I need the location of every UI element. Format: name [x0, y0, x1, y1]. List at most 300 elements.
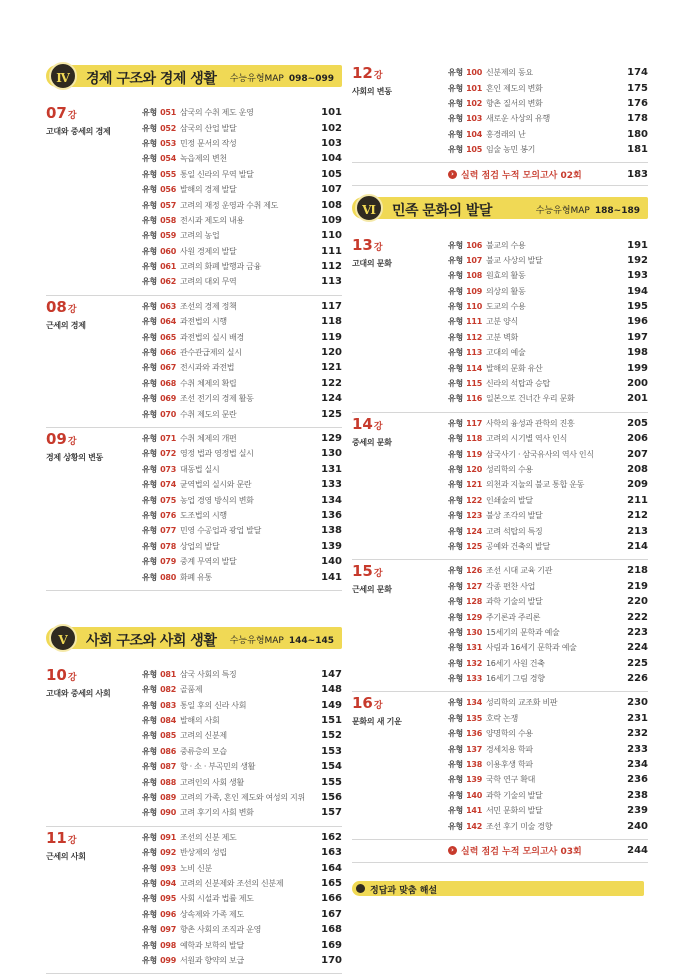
item-tag-label: 유형	[142, 434, 158, 443]
item-tag-label: 유형	[448, 240, 464, 250]
item-title: 노비 신분	[180, 863, 212, 873]
item-tag-label: 유형	[142, 572, 158, 582]
lesson-head	[46, 299, 142, 422]
item-number: 088	[160, 777, 177, 787]
toc-item[interactable]	[142, 360, 342, 375]
item-page: 149	[321, 699, 342, 711]
item-tag	[142, 169, 180, 180]
item-tag-label: 유형	[448, 760, 464, 770]
item-tag-label: 유형	[142, 480, 158, 490]
item-tag-label: 유형	[448, 698, 464, 708]
item-number: 112	[466, 332, 483, 342]
item-tag-label: 유형	[448, 68, 464, 78]
item-title: 과전법의 실시 배경	[180, 332, 244, 342]
item-title: 발해의 경제 발달	[180, 185, 237, 195]
item-tag	[448, 713, 486, 724]
item-title: 불교 사상의 발달	[486, 255, 543, 265]
toc-item[interactable]	[142, 462, 342, 477]
item-title: 과학 기술의 발달	[486, 597, 543, 607]
toc-item[interactable]	[142, 167, 342, 182]
item-tag-label: 유형	[142, 878, 158, 888]
review-row[interactable]	[352, 840, 648, 863]
item-title: 고대의 예술	[486, 348, 526, 358]
item-number: 089	[160, 793, 177, 803]
item-tag-label: 유형	[448, 775, 464, 785]
lesson-suffix: 강	[67, 835, 77, 846]
item-title: 반상제의 성립	[180, 848, 227, 858]
item-number: 055	[160, 169, 177, 179]
lesson-number	[352, 414, 448, 435]
toc-item[interactable]	[142, 105, 342, 120]
toc-item[interactable]	[142, 213, 342, 228]
item-tag	[448, 144, 486, 155]
item-title: 화폐 유통	[180, 572, 212, 582]
item-page: 181	[627, 144, 648, 156]
toc-item[interactable]	[448, 477, 648, 492]
item-title: 전시과와 과전법	[180, 363, 235, 373]
item-page: 129	[321, 433, 342, 444]
toc-item[interactable]	[142, 329, 342, 344]
toc-item[interactable]	[142, 274, 342, 289]
item-tag	[448, 510, 486, 521]
toc-item[interactable]	[142, 830, 342, 845]
chapter-header	[46, 624, 342, 654]
item-page: 209	[627, 479, 648, 491]
toc-item[interactable]	[142, 845, 342, 860]
toc-item[interactable]	[448, 508, 648, 523]
item-page: 199	[627, 362, 648, 374]
toc-item[interactable]	[142, 228, 342, 243]
item-tag	[142, 556, 180, 567]
map-pages: 098~099	[288, 74, 334, 84]
item-page: 226	[627, 673, 648, 685]
toc-item[interactable]	[448, 711, 648, 726]
item-tag	[448, 526, 486, 537]
chapter-title: 민족 문화의 발달	[392, 203, 492, 220]
lesson-head	[46, 830, 142, 969]
lesson-items	[142, 830, 342, 969]
item-tag	[448, 581, 486, 592]
item-number: 108	[466, 271, 483, 281]
item-tag	[142, 362, 180, 373]
item-tag	[142, 684, 180, 695]
item-page: 223	[627, 626, 648, 638]
item-tag-label: 유형	[142, 832, 158, 842]
toc-item[interactable]	[448, 726, 648, 741]
item-number: 067	[160, 363, 177, 373]
item-tag-label: 유형	[448, 729, 464, 739]
lesson-number	[46, 665, 142, 686]
toc-item[interactable]	[448, 314, 648, 329]
item-page: 163	[321, 847, 342, 859]
item-number: 109	[466, 286, 483, 296]
map-label: 수능유형MAP	[229, 635, 284, 646]
toc-item[interactable]	[448, 330, 648, 345]
toc-item[interactable]	[448, 446, 648, 461]
item-tag-label: 유형	[142, 700, 158, 710]
item-title: 신분제의 동요	[486, 68, 533, 78]
item-title: 경세치용 학파	[486, 744, 533, 754]
toc-item[interactable]	[142, 539, 342, 554]
chapter-title: 경제 구조와 경제 생활	[86, 71, 217, 87]
item-tag	[448, 270, 486, 281]
toc-item[interactable]	[448, 96, 648, 111]
item-tag	[142, 200, 180, 211]
lesson-name: 경제 상황의 변동	[46, 452, 103, 462]
item-page: 193	[627, 270, 648, 282]
toc-item[interactable]	[448, 671, 648, 686]
chapter-header	[46, 62, 342, 92]
item-tag	[142, 393, 180, 404]
lesson-head	[352, 237, 448, 406]
item-tag	[448, 363, 486, 374]
toc-item[interactable]	[448, 391, 648, 406]
toc-item[interactable]	[142, 259, 342, 274]
item-tag	[142, 746, 180, 757]
toc-item[interactable]	[448, 609, 648, 624]
item-tag	[142, 777, 180, 788]
toc-item[interactable]	[448, 539, 648, 554]
item-tag-label: 유형	[448, 348, 464, 358]
item-number: 140	[466, 790, 483, 800]
toc-item[interactable]	[142, 523, 342, 538]
toc-item[interactable]	[142, 569, 342, 584]
lesson-num: 13	[352, 236, 373, 255]
item-tag-label: 유형	[448, 379, 464, 389]
toc-item[interactable]	[142, 244, 342, 259]
item-page: 147	[321, 668, 342, 680]
item-tag-label: 유형	[448, 129, 464, 139]
lesson-head	[352, 65, 448, 157]
item-tag	[448, 240, 486, 251]
item-tag	[142, 761, 180, 772]
toc-item[interactable]	[142, 120, 342, 135]
toc-item[interactable]	[142, 477, 342, 492]
item-page: 113	[321, 276, 342, 288]
map-label: 수능유형MAP	[535, 206, 590, 217]
item-tag	[142, 184, 180, 195]
toc-item[interactable]	[448, 360, 648, 375]
toc-item[interactable]	[142, 299, 342, 314]
item-title: 발해의 문화 유산	[486, 363, 543, 373]
lesson-block	[46, 664, 342, 827]
item-tag-label: 유형	[448, 449, 464, 459]
review-row[interactable]	[352, 163, 648, 186]
chapter-map[interactable]	[536, 203, 640, 216]
item-number: 127	[466, 581, 483, 591]
toc-item[interactable]	[448, 376, 648, 391]
toc-item[interactable]	[448, 625, 648, 640]
toc-item[interactable]	[448, 253, 648, 268]
lesson-suffix: 강	[373, 569, 383, 580]
toc-item[interactable]	[448, 299, 648, 314]
item-title: 상업의 발달	[180, 541, 220, 551]
item-number: 065	[160, 332, 177, 342]
item-number: 129	[466, 612, 483, 622]
item-page: 219	[627, 580, 648, 592]
toc-item[interactable]	[142, 492, 342, 507]
item-page: 117	[321, 300, 342, 312]
item-title: 수취 체제의 개편	[180, 434, 237, 443]
lesson-suffix: 강	[67, 111, 77, 121]
item-tag-label: 유형	[142, 108, 158, 118]
item-number: 125	[466, 541, 483, 551]
item-tag	[448, 759, 486, 770]
toc-item[interactable]	[448, 772, 648, 787]
toc-item[interactable]	[142, 314, 342, 329]
item-title: 고려의 가족, 혼인 제도와 여성의 지위	[180, 793, 305, 803]
toc-item[interactable]	[142, 508, 342, 523]
item-tag	[142, 433, 180, 444]
toc-item[interactable]	[448, 431, 648, 446]
toc-item[interactable]	[448, 416, 648, 431]
lesson-items	[142, 299, 342, 422]
item-page: 153	[321, 745, 342, 757]
item-title: 과학 기술의 발달	[486, 790, 543, 800]
item-number: 052	[160, 123, 177, 133]
item-title: 삼국 사회의 특징	[180, 669, 237, 679]
item-number: 061	[160, 262, 177, 272]
toc-item[interactable]	[142, 197, 342, 212]
arrow-icon: ›	[448, 846, 457, 855]
item-page: 211	[627, 494, 648, 506]
toc-item[interactable]	[448, 594, 648, 609]
toc-item[interactable]	[448, 523, 648, 538]
lesson-name: 고대의 문화	[352, 259, 392, 269]
toc-item[interactable]	[448, 563, 648, 578]
item-tag	[142, 541, 180, 552]
toc-item[interactable]	[142, 759, 342, 774]
toc-item[interactable]	[142, 891, 342, 906]
toc-item[interactable]	[448, 493, 648, 508]
item-tag	[448, 347, 486, 358]
item-number: 083	[160, 700, 177, 710]
lesson-block	[352, 413, 648, 561]
item-tag-label: 유형	[448, 271, 464, 281]
lesson-suffix: 강	[373, 71, 383, 81]
item-tag	[448, 565, 486, 576]
toc-item[interactable]	[142, 667, 342, 682]
item-page: 119	[321, 331, 342, 343]
item-number: 078	[160, 541, 177, 551]
item-tag	[448, 728, 486, 739]
toc-item[interactable]	[142, 431, 342, 446]
item-title: 사원 경제의 발달	[180, 246, 237, 256]
toc-item[interactable]	[448, 695, 648, 710]
item-title: 성리학의 교조화 비판	[486, 698, 558, 708]
item-title: 수취 제도의 문란	[180, 409, 237, 419]
item-number: 096	[160, 909, 177, 919]
review-title: 실력 점검 누적 모의고사 03회	[461, 847, 582, 858]
lesson-suffix: 강	[67, 672, 77, 683]
item-title: 조선의 신분 제도	[180, 832, 237, 842]
item-tag	[142, 730, 180, 741]
item-title: 도교의 수용	[486, 302, 526, 312]
item-page: 138	[321, 525, 342, 537]
toc-item[interactable]	[448, 656, 648, 671]
toc-item[interactable]	[448, 268, 648, 283]
item-title: 공예와 건축의 발달	[486, 541, 550, 551]
item-tag	[448, 541, 486, 552]
item-tag-label: 유형	[142, 200, 158, 210]
item-page: 231	[627, 712, 648, 724]
lesson-name: 근세의 사회	[46, 851, 86, 861]
item-tag	[142, 409, 180, 420]
toc-item[interactable]	[142, 805, 342, 820]
lesson-number	[352, 564, 448, 582]
item-page: 197	[627, 331, 648, 343]
item-number: 079	[160, 557, 177, 567]
toc-item[interactable]	[142, 446, 342, 461]
review-page: 244	[627, 845, 648, 857]
item-tag-label: 유형	[448, 98, 464, 108]
item-tag-label: 유형	[142, 154, 158, 164]
toc-item[interactable]	[448, 142, 648, 157]
item-page: 169	[321, 939, 342, 951]
toc-item[interactable]	[142, 937, 342, 952]
item-page: 120	[321, 347, 342, 359]
item-tag	[448, 805, 486, 816]
chapter-map[interactable]	[230, 71, 334, 84]
toc-item[interactable]	[142, 682, 342, 697]
item-tag	[448, 83, 486, 94]
lesson-num: 15	[352, 562, 373, 581]
item-tag-label: 유형	[142, 909, 158, 919]
item-tag-label: 유형	[142, 378, 158, 388]
toc-item[interactable]	[448, 345, 648, 360]
toc-item[interactable]	[142, 922, 342, 937]
toc-item[interactable]	[448, 127, 648, 142]
toc-item[interactable]	[142, 345, 342, 360]
toc-item[interactable]	[142, 953, 342, 968]
answer-banner[interactable]	[352, 881, 644, 896]
toc-item[interactable]	[448, 818, 648, 833]
item-tag-label: 유형	[142, 348, 158, 358]
item-number: 066	[160, 348, 177, 358]
item-tag-label: 유형	[142, 746, 158, 756]
toc-item[interactable]	[448, 111, 648, 126]
item-title: 15세기의 문학과 예술	[486, 627, 560, 637]
toc-item[interactable]	[448, 741, 648, 756]
item-page: 111	[321, 245, 342, 257]
item-tag-label: 유형	[448, 658, 464, 668]
item-tag-label: 유형	[142, 793, 158, 803]
chapter-map[interactable]	[230, 633, 334, 646]
item-title: 의상의 활동	[486, 286, 526, 296]
item-tag-label: 유형	[448, 302, 464, 312]
toc-item[interactable]	[142, 744, 342, 759]
item-page: 109	[321, 214, 342, 226]
toc-item[interactable]	[448, 803, 648, 818]
item-page: 151	[321, 715, 342, 727]
toc-item[interactable]	[142, 790, 342, 805]
item-tag	[448, 464, 486, 475]
toc-item[interactable]	[448, 284, 648, 299]
item-tag-label: 유형	[448, 643, 464, 653]
toc-item[interactable]	[142, 151, 342, 166]
toc-item[interactable]	[448, 788, 648, 803]
toc-item[interactable]	[142, 860, 342, 875]
lesson-num: 14	[352, 414, 373, 433]
toc-item[interactable]	[142, 391, 342, 406]
item-number: 076	[160, 510, 177, 520]
toc-item[interactable]	[142, 698, 342, 713]
item-tag-label: 유형	[448, 418, 464, 428]
item-page: 165	[321, 877, 342, 889]
item-page: 136	[321, 509, 342, 521]
item-page: 234	[627, 759, 648, 771]
review-page: 183	[627, 168, 648, 180]
item-page: 141	[321, 571, 342, 583]
item-page: 224	[627, 642, 648, 654]
item-tag-label: 유형	[142, 464, 158, 474]
item-number: 139	[466, 775, 483, 785]
toc-item[interactable]	[142, 876, 342, 891]
item-tag-label: 유형	[142, 449, 158, 459]
item-number: 135	[466, 713, 483, 723]
item-number: 090	[160, 808, 177, 818]
item-number: 111	[466, 317, 483, 327]
item-title: 각종 편찬 사업	[486, 581, 536, 591]
toc-item[interactable]	[142, 907, 342, 922]
item-page: 103	[321, 137, 342, 149]
item-title: 대동법 실시	[180, 464, 220, 474]
item-page: 122	[321, 377, 342, 389]
toc-item[interactable]	[448, 65, 648, 80]
chapter-section	[46, 624, 342, 974]
item-tag-label: 유형	[448, 286, 464, 296]
lesson-number	[352, 238, 448, 256]
toc-item[interactable]	[142, 554, 342, 569]
item-title: 삼국의 산업 발달	[180, 123, 237, 133]
toc-item[interactable]	[448, 640, 648, 655]
item-number: 138	[466, 760, 483, 770]
item-tag	[448, 113, 486, 124]
lesson-name: 근세의 경제	[46, 320, 86, 330]
item-tag	[142, 230, 180, 241]
item-number: 141	[466, 806, 483, 816]
item-page: 131	[321, 463, 342, 475]
item-title: 균역법의 실시와 문란	[180, 480, 252, 490]
item-number: 122	[466, 495, 483, 505]
toc-item[interactable]	[448, 579, 648, 594]
toc-item[interactable]	[448, 462, 648, 477]
item-tag-label: 유형	[142, 863, 158, 873]
toc-item[interactable]	[142, 376, 342, 391]
toc-item[interactable]	[142, 182, 342, 197]
item-title: 상속제와 가족 제도	[180, 909, 244, 919]
toc-item[interactable]	[142, 774, 342, 789]
item-title: 임술 농민 봉기	[486, 145, 536, 155]
toc-item[interactable]	[448, 80, 648, 95]
item-tag	[448, 433, 486, 444]
lesson-head	[46, 431, 142, 585]
item-tag-label: 유형	[142, 925, 158, 935]
item-tag-label: 유형	[448, 526, 464, 536]
item-title: 고분 벽화	[486, 332, 518, 342]
item-page: 206	[627, 433, 648, 445]
toc-item[interactable]	[448, 237, 648, 252]
toc-item[interactable]	[142, 713, 342, 728]
item-tag	[448, 697, 486, 708]
item-title: 사림과 16세기 문학과 예술	[486, 643, 577, 653]
item-tag	[142, 510, 180, 521]
toc-item[interactable]	[142, 728, 342, 743]
toc-item[interactable]	[142, 136, 342, 151]
toc-item[interactable]	[142, 406, 342, 421]
toc-item[interactable]	[448, 757, 648, 772]
lesson-name: 문화의 새 기운	[352, 717, 402, 727]
